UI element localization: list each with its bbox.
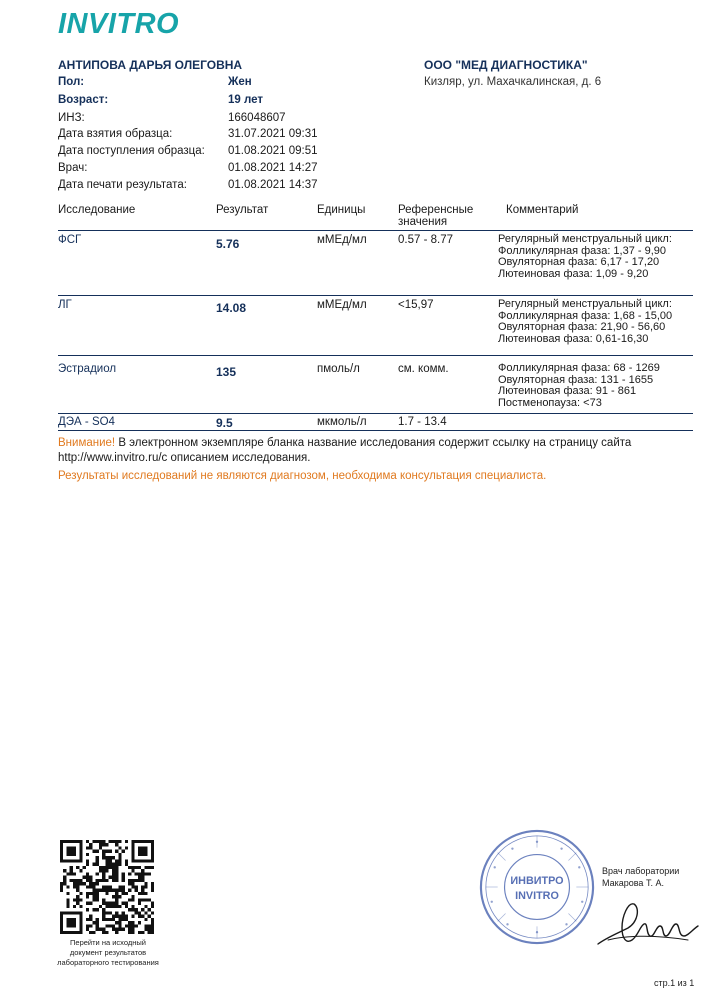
organization-address: Кизляр, ул. Махачкалинская, д. 6 xyxy=(424,76,602,88)
info-row xyxy=(58,94,378,110)
comment-line: Лютеиновая фаза: 91 - 861 xyxy=(498,385,637,397)
signature-icon xyxy=(592,890,704,952)
table-divider xyxy=(58,355,693,356)
lab-stamp-icon xyxy=(478,828,596,946)
comment-line: Лютеиновая фаза: 1,09 - 9,20 xyxy=(498,267,649,280)
test-result: 9.5 xyxy=(216,416,233,430)
comment-line: Регулярный менструальный цикл: xyxy=(498,298,672,310)
qr-caption-line: документ результатов xyxy=(69,948,147,957)
info-value: 166048607 xyxy=(228,112,286,124)
comment-line: Фолликулярная фаза: 68 - 1269 xyxy=(498,362,660,374)
test-units: мМЕд/мл xyxy=(317,299,367,311)
test-result: 14.08 xyxy=(216,301,247,315)
signer-role: Врач лаборатории xyxy=(602,866,680,876)
invitro-logo: INVITRO xyxy=(58,8,180,40)
table-divider xyxy=(58,230,693,231)
test-reference: <15,97 xyxy=(398,299,434,311)
notice-text: В электронном экземпляре бланка название исследования содержит ссылку на страницу сайта xyxy=(115,437,632,449)
notice xyxy=(58,436,698,466)
header-test: Исследование xyxy=(58,204,136,216)
info-value: Жен xyxy=(228,76,252,88)
table-divider xyxy=(58,430,693,431)
info-value: 31.07.2021 09:31 xyxy=(228,128,318,140)
info-row xyxy=(58,128,378,144)
patient-name: АНТИПОВА ДАРЬЯ ОЛЕГОВНА xyxy=(58,58,243,72)
test-comment xyxy=(498,363,660,409)
info-label: Дата взятия образца: xyxy=(58,128,173,140)
comment-line: Лютеиновая фаза: 0,61-16,30 xyxy=(498,332,649,345)
info-row xyxy=(58,179,378,195)
header-units: Единицы xyxy=(317,204,366,216)
notice-text-end: с описанием исследования. xyxy=(161,452,311,464)
test-reference: 1.7 - 13.4 xyxy=(398,416,447,428)
info-value: 01.08.2021 09:51 xyxy=(228,145,318,157)
test-result: 135 xyxy=(216,365,237,379)
test-name-link[interactable]: Эстрадиол xyxy=(58,363,117,375)
info-value: 19 лет xyxy=(228,94,264,106)
test-comment xyxy=(498,299,672,345)
info-row xyxy=(58,145,378,161)
header-result: Результат xyxy=(216,204,269,216)
disclaimer: Результаты исследований не являются диагнозом, необходима консультация специалиста. xyxy=(58,470,547,482)
info-label: Дата печати результата: xyxy=(58,179,187,191)
stamp-text-bottom: INVITRO xyxy=(515,889,559,902)
comment-line: Постменопауза: <73 xyxy=(498,396,602,409)
info-label: Врач: xyxy=(58,162,88,174)
info-label: Возраст: xyxy=(58,94,109,106)
info-row xyxy=(58,76,378,92)
comment-line: Овуляторная фаза: 21,90 - 56,60 xyxy=(498,321,666,333)
info-label: Пол: xyxy=(58,76,85,88)
info-row xyxy=(58,112,378,128)
notice-link[interactable]: http://www.invitro.ru/ xyxy=(58,452,162,464)
qr-code-icon[interactable] xyxy=(60,840,154,934)
qr-caption-line: лабораторного тестирования xyxy=(57,958,159,967)
header-reference-line1: Референсные xyxy=(398,204,474,216)
test-result: 5.76 xyxy=(216,237,240,251)
test-units: мМЕд/мл xyxy=(317,234,367,246)
header-reference xyxy=(398,204,473,228)
comment-line: Регулярный менструальный цикл: xyxy=(498,233,672,245)
comment-line: Фолликулярная фаза: 1,68 - 15,00 xyxy=(498,309,673,322)
signer-name: Макарова Т. А. xyxy=(602,878,664,888)
table-divider xyxy=(58,413,693,414)
qr-caption-line: Перейти на исходный xyxy=(70,938,146,947)
stamp-text-top: ИНВИТРО xyxy=(510,875,564,888)
comment-line: Фолликулярная фаза: 1,37 - 9,90 xyxy=(498,244,667,257)
test-name-link[interactable]: ФСГ xyxy=(58,234,82,246)
info-value: 01.08.2021 14:27 xyxy=(228,162,318,174)
organization-name: ООО "МЕД ДИАГНОСТИКА" xyxy=(424,58,588,72)
comment-line: Овуляторная фаза: 131 - 1655 xyxy=(498,373,654,386)
qr-caption xyxy=(44,938,172,968)
page-number: стр.1 из 1 xyxy=(654,978,695,988)
notice-warning: Внимание! xyxy=(58,437,116,449)
test-reference: см. комм. xyxy=(398,363,449,375)
info-row xyxy=(58,162,378,178)
info-value: 01.08.2021 14:37 xyxy=(228,179,318,191)
table-divider xyxy=(58,295,693,296)
info-label: Дата поступления образца: xyxy=(58,145,205,157)
header-comment: Комментарий xyxy=(506,204,579,216)
comment-line: Овуляторная фаза: 6,17 - 17,20 xyxy=(498,256,660,268)
test-reference: 0.57 - 8.77 xyxy=(398,234,453,246)
info-label: ИНЗ: xyxy=(58,112,85,124)
test-units: пмоль/л xyxy=(317,363,360,375)
test-name-link[interactable]: ДЭА - SO4 xyxy=(58,416,115,428)
header-reference-line2: значения xyxy=(398,216,448,228)
test-name-link[interactable]: ЛГ xyxy=(58,299,72,311)
test-units: мкмоль/л xyxy=(317,416,367,428)
test-comment xyxy=(498,234,672,280)
